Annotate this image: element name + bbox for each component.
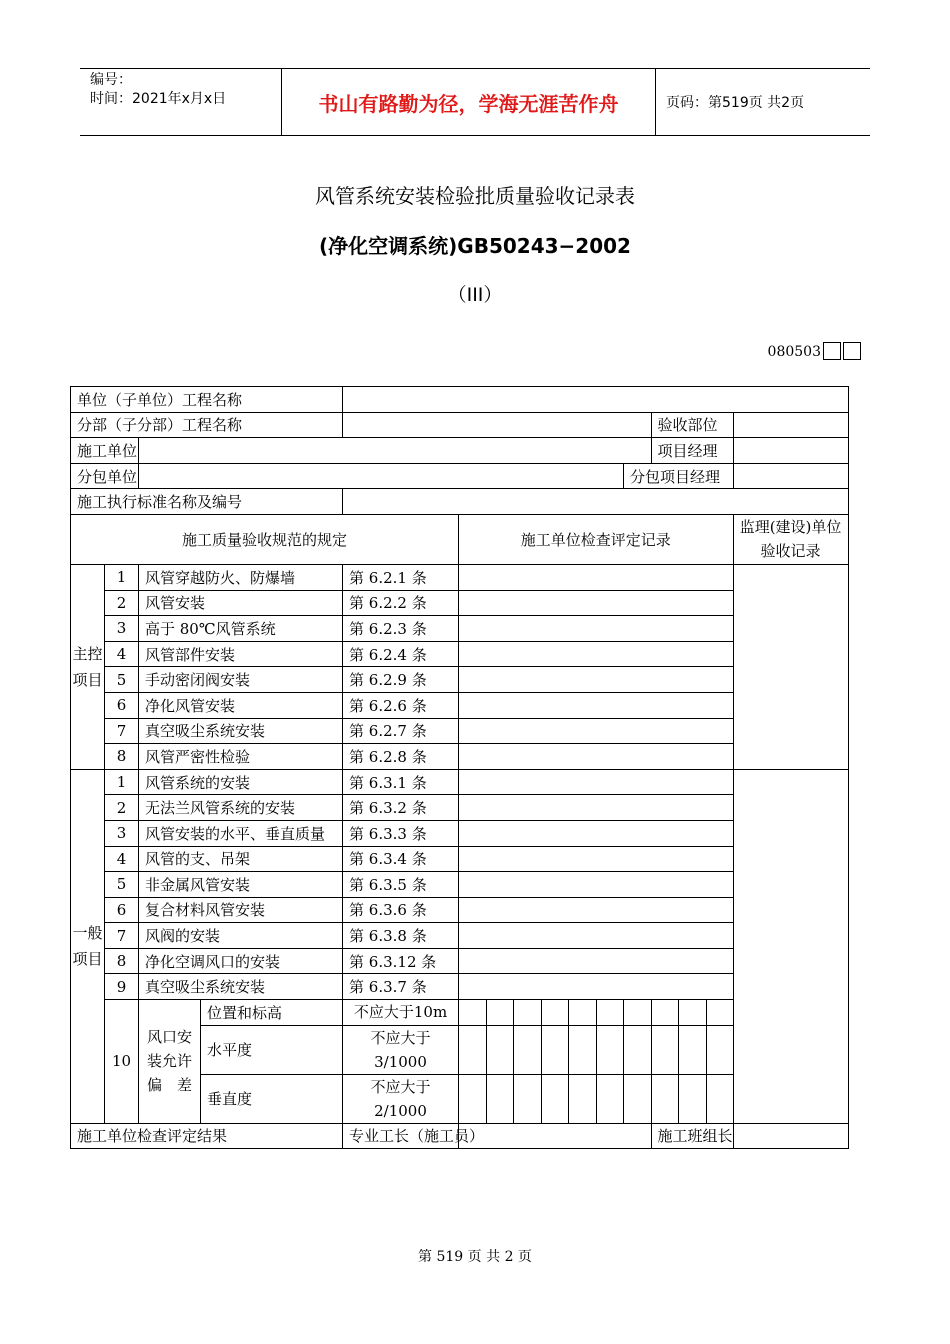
item-no: 4 bbox=[105, 641, 139, 667]
item-clause: 第 6.2.2 条 bbox=[343, 590, 459, 616]
check-record-cell[interactable] bbox=[459, 897, 734, 923]
table-row bbox=[71, 923, 849, 949]
subcontract-unit-value[interactable] bbox=[139, 463, 624, 489]
accept-part-value[interactable] bbox=[733, 412, 848, 438]
row-bottom bbox=[71, 1123, 849, 1149]
item-clause: 第 6.3.8 条 bbox=[343, 923, 459, 949]
table-row bbox=[71, 692, 849, 718]
check-record-cell[interactable] bbox=[459, 820, 734, 846]
item-name: 风管严密性检验 bbox=[139, 744, 343, 770]
measure-cell[interactable] bbox=[679, 1000, 707, 1026]
item-clause: 第 6.2.6 条 bbox=[343, 692, 459, 718]
measure-cell[interactable] bbox=[624, 1074, 652, 1123]
item-clause: 第 6.3.5 条 bbox=[343, 872, 459, 898]
item-no: 8 bbox=[105, 744, 139, 770]
table-row bbox=[71, 820, 849, 846]
measure-cell[interactable] bbox=[459, 1000, 487, 1026]
row-sub-project bbox=[71, 412, 849, 438]
form-volume: （III） bbox=[447, 284, 503, 306]
measure-cell[interactable] bbox=[486, 1074, 514, 1123]
item-name: 复合材料风管安装 bbox=[139, 897, 343, 923]
row-column-headers bbox=[71, 514, 849, 564]
supervision-cell-general[interactable] bbox=[733, 769, 848, 1123]
check-record-cell[interactable] bbox=[459, 667, 734, 693]
item-name: 风管部件安装 bbox=[139, 641, 343, 667]
subcontract-manager-label: 分包项目经理 bbox=[624, 463, 734, 489]
item-name: 真空吸尘系统安装 bbox=[139, 974, 343, 1000]
item-no: 6 bbox=[105, 692, 139, 718]
table-row bbox=[71, 872, 849, 898]
inspection-table bbox=[70, 386, 849, 1149]
item-clause: 第 6.3.6 条 bbox=[343, 897, 459, 923]
deviation-limit: 不应大于10m bbox=[343, 1000, 459, 1026]
table-row bbox=[71, 769, 849, 795]
item-clause: 第 6.2.8 条 bbox=[343, 744, 459, 770]
measure-cell[interactable] bbox=[651, 1025, 679, 1074]
general-label: 一般项目 bbox=[71, 769, 105, 1123]
table-row bbox=[71, 641, 849, 667]
measure-cell[interactable] bbox=[459, 1074, 487, 1123]
measure-cell[interactable] bbox=[706, 1000, 733, 1026]
item-name: 风管穿越防火、防爆墙 bbox=[139, 564, 343, 590]
item-no: 3 bbox=[105, 616, 139, 642]
standard-label: 施工执行标准名称及编号 bbox=[71, 489, 343, 515]
measure-cell[interactable] bbox=[541, 1000, 569, 1026]
table-row bbox=[71, 795, 849, 821]
subcontract-manager-value[interactable] bbox=[733, 463, 848, 489]
item-name: 无法兰风管系统的安装 bbox=[139, 795, 343, 821]
item-clause: 第 6.2.4 条 bbox=[343, 641, 459, 667]
spec-header: 施工质量验收规范的规定 bbox=[71, 514, 459, 564]
item-no: 7 bbox=[105, 923, 139, 949]
foreman-label: 专业工长（施工员） bbox=[343, 1123, 459, 1149]
item-name: 风管安装的水平、垂直质量 bbox=[139, 820, 343, 846]
header-meta bbox=[80, 69, 282, 135]
motto: 书山有路勤为径，学海无涯苦作舟 bbox=[282, 69, 656, 135]
deviation-limit: 不应大于3/1000 bbox=[343, 1025, 459, 1074]
measure-cell[interactable] bbox=[569, 1074, 597, 1123]
item-no: 3 bbox=[105, 820, 139, 846]
row-construction-unit bbox=[71, 438, 849, 464]
sub-project-value[interactable] bbox=[343, 412, 652, 438]
project-manager-value[interactable] bbox=[733, 438, 848, 464]
measure-cell[interactable] bbox=[624, 1000, 652, 1026]
item-name: 风管系统的安装 bbox=[139, 769, 343, 795]
accept-part-label: 验收部位 bbox=[651, 412, 733, 438]
construction-unit-label: 施工单位 bbox=[71, 438, 139, 464]
check-record-cell[interactable] bbox=[459, 641, 734, 667]
team-leader-label: 施工班组长 bbox=[651, 1123, 733, 1149]
measure-cell[interactable] bbox=[596, 1025, 624, 1074]
row-subcontract bbox=[71, 463, 849, 489]
measure-cell[interactable] bbox=[514, 1000, 542, 1026]
deviation-limit: 不应大于2/1000 bbox=[343, 1074, 459, 1123]
measure-cell[interactable] bbox=[459, 1025, 487, 1074]
measure-cell[interactable] bbox=[706, 1074, 733, 1123]
item-name: 风管安装 bbox=[139, 590, 343, 616]
form-subtitle: (净化空调系统)GB50243−2002 bbox=[319, 234, 631, 258]
item-no: 2 bbox=[105, 590, 139, 616]
sub-project-label: 分部（子分部）工程名称 bbox=[71, 412, 343, 438]
item-no: 9 bbox=[105, 974, 139, 1000]
item-clause: 第 6.3.12 条 bbox=[343, 948, 459, 974]
row-standard bbox=[71, 489, 849, 515]
row-unit-project bbox=[71, 387, 849, 413]
measure-cell[interactable] bbox=[596, 1000, 624, 1026]
check-record-cell[interactable] bbox=[459, 590, 734, 616]
supervision-header: 监理(建设)单位验收记录 bbox=[733, 514, 848, 564]
item-clause: 第 6.3.1 条 bbox=[343, 769, 459, 795]
item-no: 5 bbox=[105, 667, 139, 693]
item-no: 1 bbox=[105, 769, 139, 795]
subcontract-unit-label: 分包单位 bbox=[71, 463, 139, 489]
measure-cell[interactable] bbox=[541, 1025, 569, 1074]
item-no: 8 bbox=[105, 948, 139, 974]
document-header bbox=[80, 68, 870, 136]
item-clause: 第 6.3.3 条 bbox=[343, 820, 459, 846]
check-record-cell[interactable] bbox=[459, 564, 734, 590]
item-no: 1 bbox=[105, 564, 139, 590]
check-record-cell[interactable] bbox=[459, 616, 734, 642]
form-code-text: 080503 bbox=[767, 344, 821, 360]
project-manager-label: 项目经理 bbox=[651, 438, 733, 464]
item-no: 6 bbox=[105, 897, 139, 923]
measure-cell[interactable] bbox=[541, 1074, 569, 1123]
item-clause: 第 6.3.4 条 bbox=[343, 846, 459, 872]
measure-cell[interactable] bbox=[486, 1000, 514, 1026]
item-clause: 第 6.3.2 条 bbox=[343, 795, 459, 821]
item-clause: 第 6.2.9 条 bbox=[343, 667, 459, 693]
check-record-cell[interactable] bbox=[459, 795, 734, 821]
unit-project-value[interactable] bbox=[343, 387, 849, 413]
deviation-name: 垂直度 bbox=[201, 1074, 343, 1123]
team-leader-value[interactable] bbox=[733, 1123, 848, 1149]
measure-cell[interactable] bbox=[679, 1025, 707, 1074]
check-record-cell[interactable] bbox=[459, 718, 734, 744]
item-name: 净化风管安装 bbox=[139, 692, 343, 718]
table-row bbox=[71, 974, 849, 1000]
table-row bbox=[71, 718, 849, 744]
standard-value[interactable] bbox=[343, 489, 849, 515]
measure-cell[interactable] bbox=[514, 1074, 542, 1123]
table-row bbox=[71, 667, 849, 693]
result-label: 施工单位检查评定结果 bbox=[71, 1123, 343, 1149]
page-footer: 第 519 页 共 2 页 bbox=[418, 1249, 532, 1265]
measure-cell[interactable] bbox=[569, 1000, 597, 1026]
deviation-name: 水平度 bbox=[201, 1025, 343, 1074]
page-info: 页码：第519页 共2页 bbox=[666, 95, 805, 111]
measure-cell[interactable] bbox=[679, 1074, 707, 1123]
item10-label: 风口安装允许偏差 bbox=[139, 1000, 201, 1124]
unit-project-label: 单位（子单位）工程名称 bbox=[71, 387, 343, 413]
item-no: 10 bbox=[105, 1000, 139, 1124]
supervision-cell-main[interactable] bbox=[733, 564, 848, 769]
measure-cell[interactable] bbox=[514, 1025, 542, 1074]
table-row bbox=[71, 846, 849, 872]
measure-cell[interactable] bbox=[486, 1025, 514, 1074]
item-name: 真空吸尘系统安装 bbox=[139, 718, 343, 744]
measure-cell[interactable] bbox=[624, 1025, 652, 1074]
main-control-label: 主控项目 bbox=[71, 564, 105, 769]
measure-cell[interactable] bbox=[651, 1000, 679, 1026]
table-row bbox=[71, 590, 849, 616]
measure-cell[interactable] bbox=[706, 1025, 733, 1074]
check-record-cell[interactable] bbox=[459, 692, 734, 718]
item-name: 非金属风管安装 bbox=[139, 872, 343, 898]
item-name: 风管的支、吊架 bbox=[139, 846, 343, 872]
table-row bbox=[71, 616, 849, 642]
table-row bbox=[71, 744, 849, 770]
item-clause: 第 6.2.1 条 bbox=[343, 564, 459, 590]
item-clause: 第 6.3.7 条 bbox=[343, 974, 459, 1000]
item-clause: 第 6.2.7 条 bbox=[343, 718, 459, 744]
item-name: 净化空调风口的安装 bbox=[139, 948, 343, 974]
item-no: 2 bbox=[105, 795, 139, 821]
item-name: 手动密闭阀安装 bbox=[139, 667, 343, 693]
check-record-header: 施工单位检查评定记录 bbox=[459, 514, 734, 564]
measure-cell[interactable] bbox=[596, 1074, 624, 1123]
item-no: 4 bbox=[105, 846, 139, 872]
table-row bbox=[71, 564, 849, 590]
construction-unit-value[interactable] bbox=[139, 438, 652, 464]
check-record-cell[interactable] bbox=[459, 948, 734, 974]
check-record-cell[interactable] bbox=[459, 872, 734, 898]
item-name: 风阀的安装 bbox=[139, 923, 343, 949]
table-row bbox=[71, 948, 849, 974]
item-name: 高于 80℃风管系统 bbox=[139, 616, 343, 642]
time-label: 时间：2021年x月x日 bbox=[90, 91, 227, 107]
item-clause: 第 6.2.3 条 bbox=[343, 616, 459, 642]
table-row bbox=[71, 897, 849, 923]
measure-cell[interactable] bbox=[651, 1074, 679, 1123]
deviation-name: 位置和标高 bbox=[201, 1000, 343, 1026]
form-code bbox=[768, 342, 861, 360]
item-no: 7 bbox=[105, 718, 139, 744]
check-record-cell[interactable] bbox=[459, 769, 734, 795]
item-no: 5 bbox=[105, 872, 139, 898]
code-box-1[interactable] bbox=[823, 342, 841, 360]
measure-cell[interactable] bbox=[569, 1025, 597, 1074]
foreman-value[interactable] bbox=[459, 1123, 652, 1149]
check-record-cell[interactable] bbox=[459, 744, 734, 770]
code-box-2[interactable] bbox=[843, 342, 861, 360]
check-record-cell[interactable] bbox=[459, 923, 734, 949]
check-record-cell[interactable] bbox=[459, 846, 734, 872]
form-title: 风管系统安装检验批质量验收记录表 bbox=[315, 184, 635, 208]
check-record-cell[interactable] bbox=[459, 974, 734, 1000]
number-label: 编号： bbox=[90, 72, 132, 88]
